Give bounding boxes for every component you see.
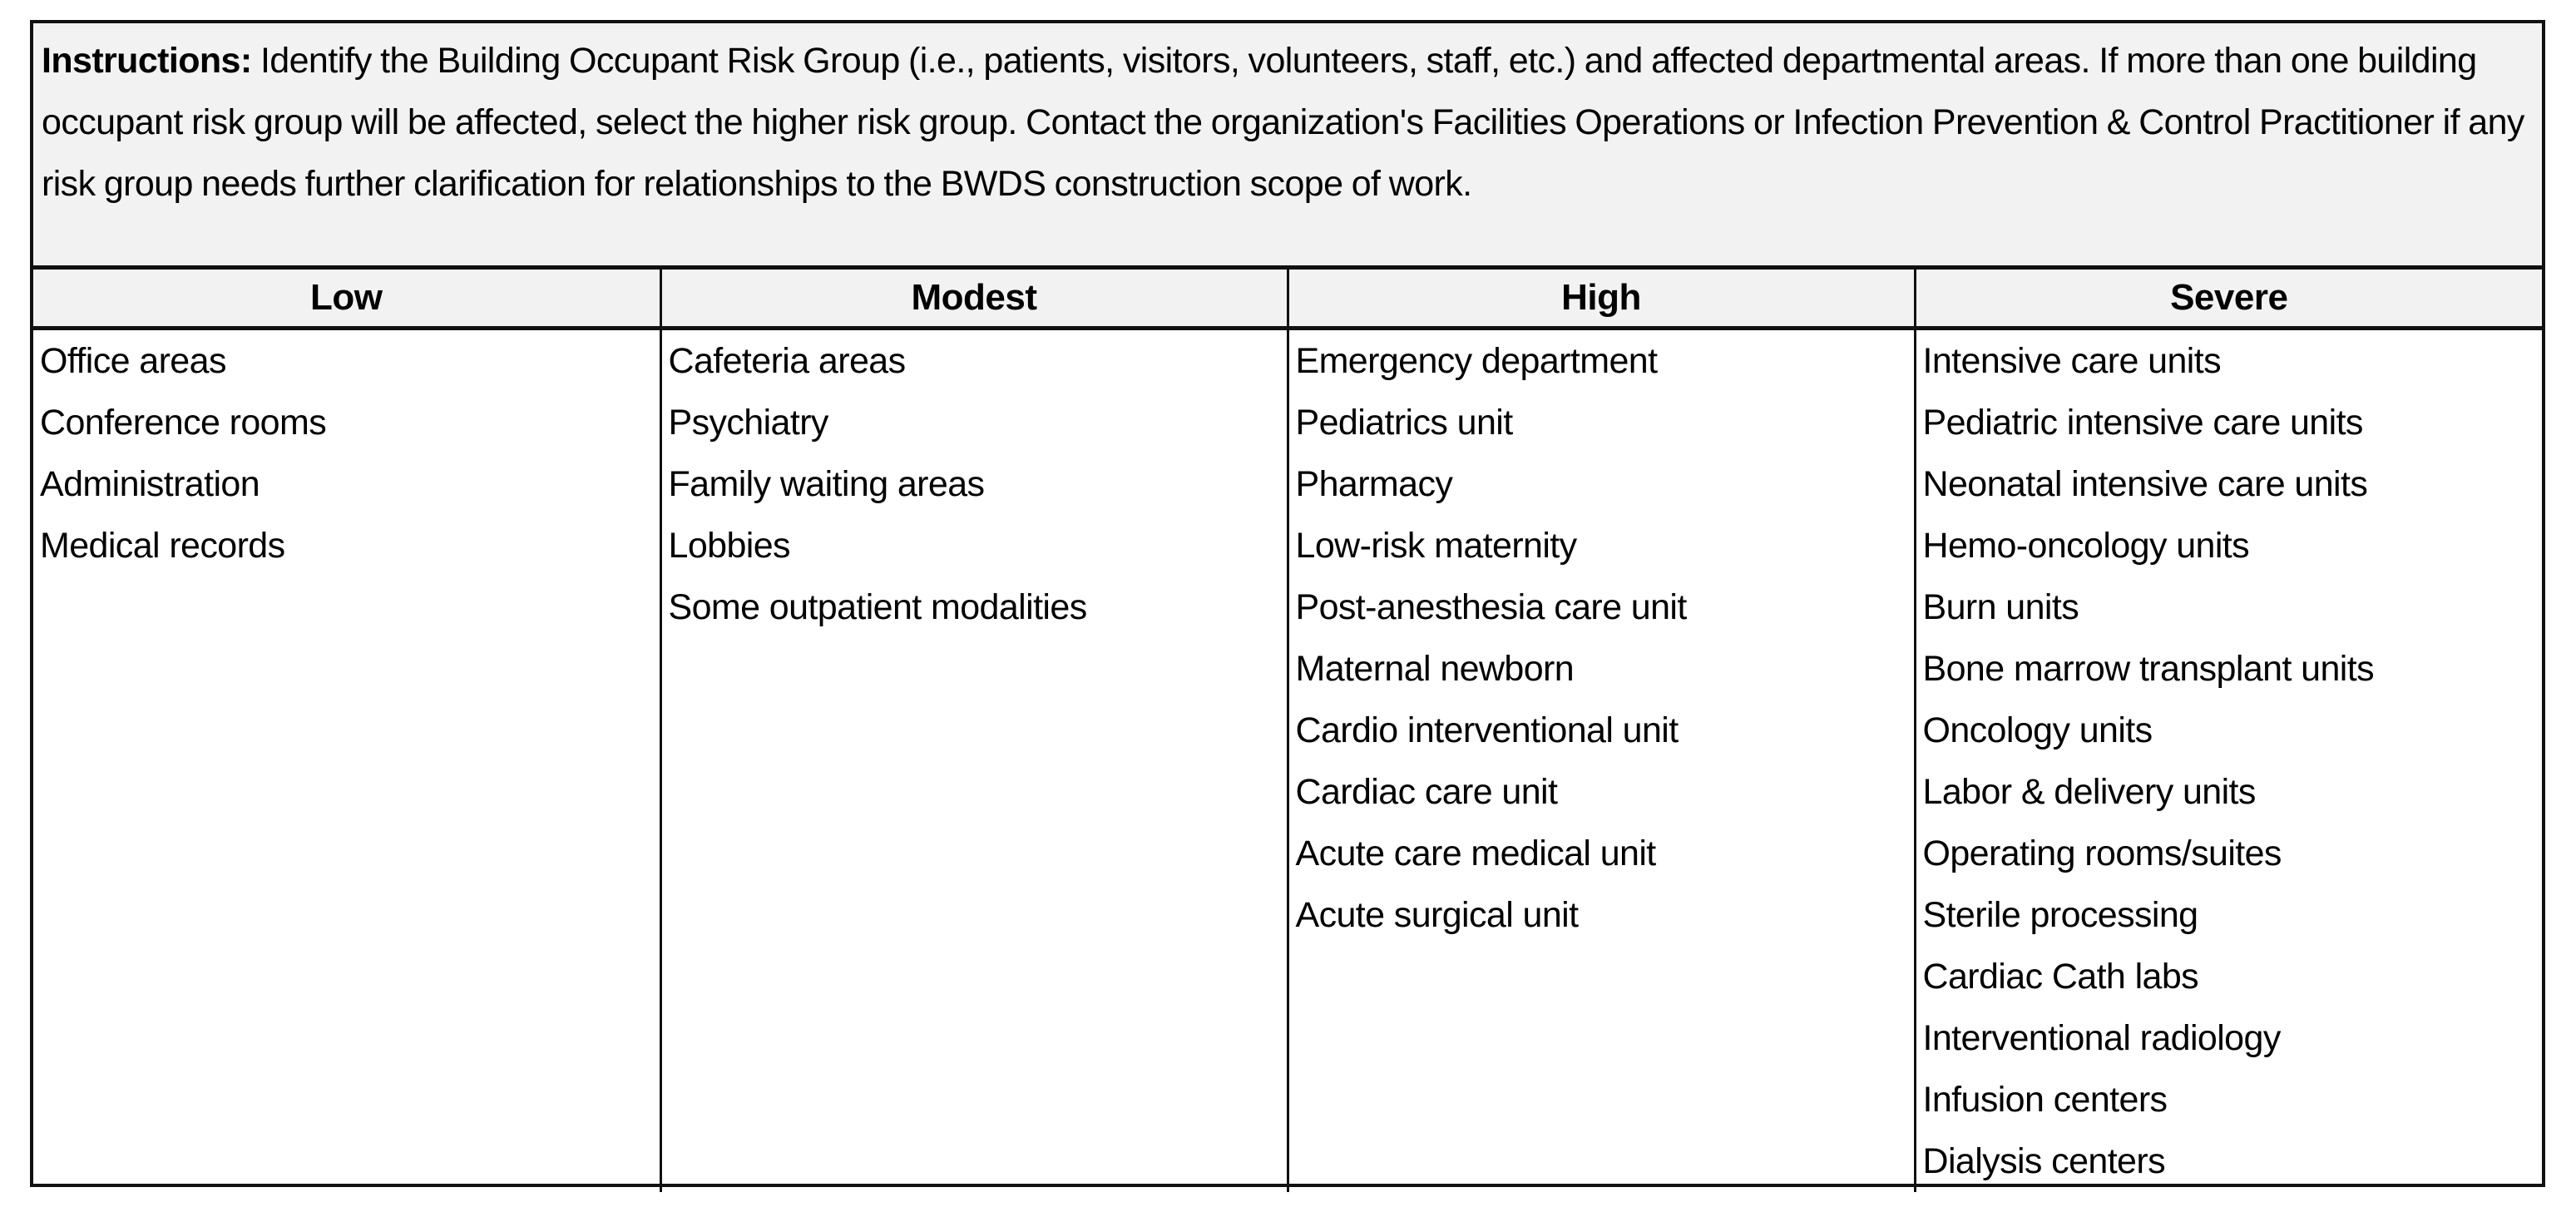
- header-row: [33, 270, 2542, 329]
- area-item: Medical records: [40, 526, 285, 566]
- instructions-cell: [33, 23, 2542, 270]
- area-item: Oncology units: [1922, 710, 2153, 750]
- area-item: Post-anesthesia care unit: [1295, 587, 1687, 627]
- area-item: Intensive care units: [1922, 341, 2221, 381]
- area-item: Dialysis centers: [1922, 1141, 2165, 1181]
- area-item: Neonatal intensive care units: [1922, 464, 2368, 504]
- area-item: Pediatrics unit: [1295, 403, 1513, 443]
- area-item: Bone marrow transplant units: [1922, 649, 2374, 689]
- column-high: [1288, 329, 1915, 1193]
- area-item: Low-risk maternity: [1295, 526, 1577, 566]
- area-item: Lobbies: [668, 526, 790, 566]
- items-row: [33, 329, 2542, 1193]
- area-item: Pediatric intensive care units: [1922, 403, 2363, 443]
- area-item: Infusion centers: [1922, 1080, 2168, 1120]
- area-item: Psychiatry: [668, 403, 828, 443]
- area-item: Cardiac Cath labs: [1922, 957, 2199, 997]
- area-item: Burn units: [1922, 587, 2079, 627]
- area-item: Maternal newborn: [1295, 649, 1575, 689]
- instructions-text: Identify the Building Occupant Risk Group (i.e., patients, visitors, volunteers, staff, etc.) and affected departmental areas. If more than one building occupant risk group will be affected, select the higher risk group. Contact the organization's Facilities Operations or Infection Prevention & Control Practitioner if any risk group needs further clarification for relationships to the BWDS construction scope of work.: [42, 41, 2524, 204]
- header-severe: Severe: [1915, 270, 2542, 329]
- area-item: Family waiting areas: [668, 464, 985, 504]
- area-item: Acute care medical unit: [1295, 834, 1656, 873]
- risk-group-table: [33, 270, 2542, 1192]
- area-item: Labor & delivery units: [1922, 772, 2256, 812]
- risk-group-table-sheet: [30, 20, 2545, 1187]
- header-high: High: [1288, 270, 1915, 329]
- area-item: Office areas: [40, 341, 226, 381]
- column-severe: [1915, 329, 2542, 1193]
- area-item: Some outpatient modalities: [668, 587, 1087, 627]
- area-item: Administration: [40, 464, 260, 504]
- area-item: Emergency department: [1295, 341, 1658, 381]
- instructions-label: Instructions:: [42, 41, 252, 81]
- area-item: Hemo-oncology units: [1922, 526, 2250, 566]
- header-modest: Modest: [660, 270, 1288, 329]
- area-item: Operating rooms/suites: [1922, 834, 2282, 873]
- area-item: Conference rooms: [40, 403, 327, 443]
- area-item: Cafeteria areas: [668, 341, 906, 381]
- area-item: Cardiac care unit: [1295, 772, 1558, 812]
- area-item: Interventional radiology: [1922, 1018, 2281, 1058]
- area-item: Acute surgical unit: [1295, 895, 1579, 935]
- area-item: Sterile processing: [1922, 895, 2198, 935]
- column-low: [33, 329, 660, 1193]
- header-low: Low: [33, 270, 660, 329]
- area-item: Pharmacy: [1295, 464, 1453, 504]
- column-modest: [660, 329, 1288, 1193]
- area-item: Cardio interventional unit: [1295, 710, 1679, 750]
